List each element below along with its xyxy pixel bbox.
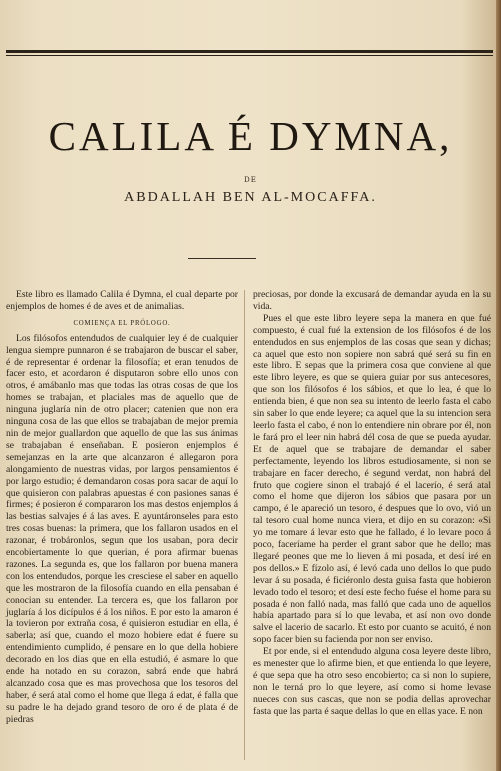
- section-heading: COMIENÇA EL PRÓLOGO.: [73, 319, 171, 327]
- book-title: CALILA É DYMNA,: [48, 113, 453, 159]
- body-paragraph: Pues el que este libro leyere sepa la manera en que fué compuesto, é cual fué la extension de los filósofos é de los entendudos en sus enjemplos de las cosas que sean y dichas; ca aquel que esto non sopiere non sabrá qué será su fin en este libro. E sepas que la primera cosa que conviene al que este libro leyere, es que se quiera guiar por sus antecesores, que son los filósofos é los sábios, et que lo lea, é que lo entienda bien, é que non sea su intento de leerlo fasta el cabo sin saber lo que ende leyere; ca aquel que la su intencion sera leerlo fasta el cabo, é non lo entendiere nin obrare por él, non le fará pro el leer nin habrá dél cosa de que se pueda ayudar. Et de aquel que se trabajare de demandar el saber perfectamente, leyendo los libros estudiosamente, si non se trabajare en facer derecho, é segund verdat, non habrá del fruto que cogiere sinon el trabajó é el lacerío, é será atal como el home que dijeron los sábios que pasara por un campo, é le apareció un tesoro, é despues que lo ovo, vió un tal tesoro cual home nunca viera, et dijo en su corazon: «Si yo me tomare á levar esto que he fallado, é lo levare poco á poco, faceríame ha perder el grant sabor que he dello; mas llegaré peones que me lo lieven á mi posada, et desí iré en pos dellos.» E fízolo así, é levó cada uno dellos lo que pudo levar á su posada, é ficiéronlo desta guisa fasta que hobieron levado todo el tesoro; et desí este fecho fuése el home para su posada é non falló nada, mas falló que cada uno de aquellos había apartado para sí lo que levaba, et así non ovo donde salve el lacerio de sacarlo. Et esto por cuanto se acuitó, é non sopo facer bien su facienda por non ser enviso.: [253, 312, 491, 646]
- title-preposition: DE: [244, 176, 257, 184]
- intro-paragraph: Este libro es llamado Calila é Dymna, el cual departe por enjemplos de homes é de aves et de animalias.: [6, 289, 238, 312]
- column-divider: [244, 290, 245, 760]
- body-paragraph-continued: preciosas, por donde la excusará de demandar ayuda en la su vida.: [253, 289, 491, 312]
- right-column: [253, 289, 491, 718]
- left-column: [6, 289, 238, 726]
- title-separator-rule: [188, 258, 256, 259]
- header-double-rule: [6, 50, 493, 56]
- author-name: ABDALLAH BEN AL-MOCAFFA.: [124, 190, 377, 205]
- body-paragraph: Et por ende, si el entendudo alguna cosa leyere deste libro, es menester que lo afirme bien, et que entienda lo que leyere, é que sepa que ha otro seso encobierto; ca si non lo supiere, non le terná pro lo que leyere, así como si home levase nueces con sus cascas, que non se podia dellas aprovechar fasta que las parta é saque dellas lo que en ellas yace. E non: [253, 646, 491, 717]
- body-paragraph: Los filósofos entendudos de cualquier ley é de cualquier lengua siempre punnaron é se trabajaron de buscar el saber, é de representar é ordenar la filosofía; et eran tenudos de facer esto, et acordaron é disputaron sobre ello unos con otros, é amábanlo mas que todas las otras cosas de que los homes se trabajan, et placiales mas de aquello que de ninguna juglaría nin de otro placer; catenien que non era ninguna cosa de las que ellos se trabajaban de mejor premia nin de mejor guallardon que aquello de que las sus ánimas se trabajaban é enseñaban. E posieron enjemplos é semejanzas en la arte que alcanzaron é allegaron pora alongamiento de nuestras vidas, por largos pensamientos é por largo estudio; é demandaron cosas pora sacar de aquí lo que quisieron con palabras apuestas é con pasiones sanas é firmes; é posieron é compararon los mas destos enjemplos á las bestias salvajes é á las aves. E ayuntáronseles para esto tres cosas buenas: la primera, que los fallaron usados en el razonar, é trobáronlos, segun que los usaban, pora decir encobiertamente lo que querian, é pora afirmar buenas razones. La segunda es, que los fallaron por buena manera con los entendudos, porque les cresciese el saber en aquello que les mostraron de la filosofía cuando en ella pensaban é conocian su entender. La tercera es, que los fallaron por juglaría á los dicípulos é á los niños. E por esto la amaron é la tovieron por extraña cosa, é quisieron estudiar en ella, é saberla; así que, cuando el mozo hobiere edat é fuere su entendimiento cumplido, é pensare en lo que della hobiere decorado en los dias que en ella estudió, é asmare lo que ende ha notado en su corazon, sabrá ende que habrá alcanzado cosa que es mas provechosa que los tesoros del haber, é será atal como el home que llega á edat, é falla que su padre le ha dejado grand tesoro de oro é de plata é de piedras: [6, 332, 238, 725]
